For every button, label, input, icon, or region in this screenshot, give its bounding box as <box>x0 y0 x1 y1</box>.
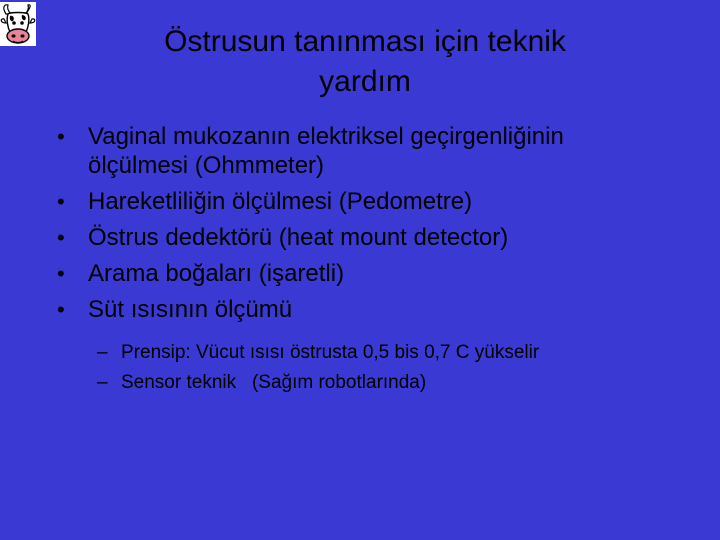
slide-title <box>70 22 660 102</box>
bullet-marker: • <box>57 124 65 149</box>
bullet-text: Süt ısısının ölçümü <box>88 296 293 323</box>
bullet-item <box>55 122 695 180</box>
bullet-item <box>55 295 695 324</box>
sub-bullet-item <box>97 338 697 368</box>
bullet-marker: • <box>57 261 65 286</box>
bullet-text-line-1: Vaginal mukozanın elektriksel geçirgenliğinin <box>88 123 564 150</box>
title-line-1: Östrusun tanınması için teknik <box>164 25 566 58</box>
bullet-item <box>55 223 695 252</box>
bullet-text-line-2: ölçülmesi (Ohmmeter) <box>88 152 325 179</box>
sub-bullet-text: Sensor teknik (Sağım robotlarında) <box>121 372 427 393</box>
bullet-marker: • <box>57 297 65 322</box>
bullet-marker: • <box>57 189 65 214</box>
sub-bullet-text: Prensip: Vücut ısısı östrusta 0,5 bis 0,7 C yükselir <box>121 342 540 363</box>
bullet-marker: • <box>57 225 65 250</box>
bullet-list <box>55 122 695 331</box>
cow-head-icon <box>0 2 36 46</box>
bullet-text: Östrus dedektörü (heat mount detector) <box>88 224 509 251</box>
bullet-text: Hareketliliğin ölçülmesi (Pedometre) <box>88 188 473 215</box>
sub-bullet-list <box>97 338 697 398</box>
bullet-text: Arama boğaları (işaretli) <box>88 260 345 287</box>
bullet-item <box>55 187 695 216</box>
bullet-item <box>55 259 695 288</box>
title-line-2: yardım <box>319 65 411 98</box>
sub-bullet-marker: – <box>97 342 108 363</box>
sub-bullet-item <box>97 368 697 398</box>
sub-bullet-marker: – <box>97 372 108 393</box>
